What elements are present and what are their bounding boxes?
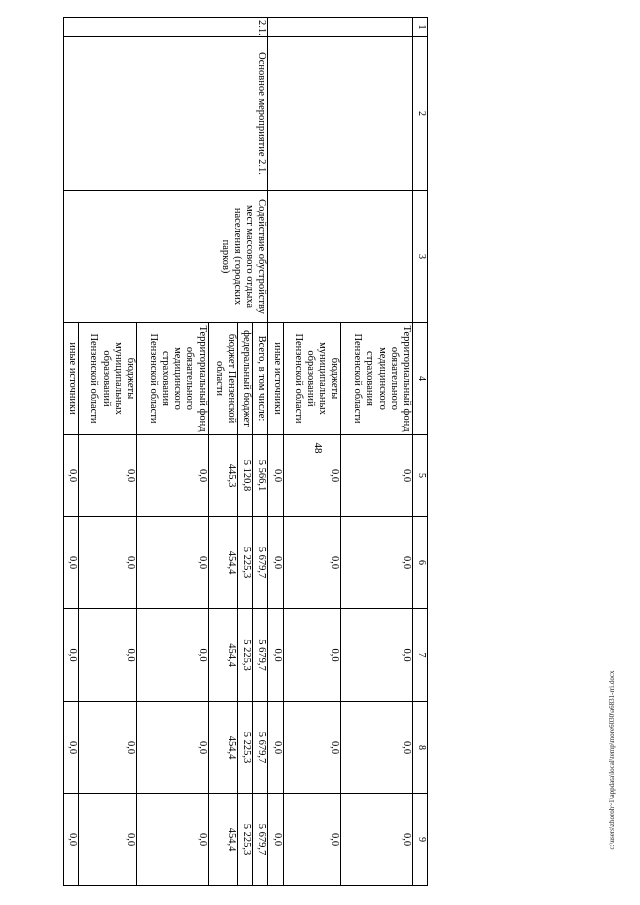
value-cell: 445,3 (208, 435, 237, 517)
funding-source: Территориальный фонд обязательного медицинского страхования Пензенской области (341, 323, 413, 435)
header-cell: 3 (412, 191, 427, 323)
value-cell: 0,0 (283, 435, 341, 517)
header-cell: 7 (412, 609, 427, 702)
header-cell: 1 (412, 18, 427, 37)
table-row (341, 18, 413, 886)
value-cell: 5 679,7 (253, 609, 268, 702)
header-cell: 5 (412, 435, 427, 517)
budget-table-sheet (63, 17, 428, 885)
value-cell: 0,0 (341, 517, 413, 609)
value-cell: 5 225,3 (237, 702, 252, 794)
value-cell: 5 225,3 (237, 517, 252, 609)
value-cell: 5 225,3 (237, 609, 252, 702)
blank-cell-2 (268, 37, 413, 191)
header-cell: 9 (412, 794, 427, 886)
value-cell: 0,0 (268, 794, 283, 886)
header-cell: 4 (412, 323, 427, 435)
value-cell: 5 679,7 (253, 794, 268, 886)
value-cell: 0,0 (79, 702, 137, 794)
blank-cell-1 (268, 18, 413, 37)
blank-cell-3 (268, 191, 413, 323)
value-cell: 0,0 (268, 609, 283, 702)
value-cell: 0,0 (79, 609, 137, 702)
value-cell: 5 679,7 (253, 517, 268, 609)
value-cell: 0,0 (283, 517, 341, 609)
value-cell: 0,0 (136, 702, 208, 794)
row-number: 2.1. (64, 18, 268, 37)
funding-source: бюджет Пензенской области (208, 323, 237, 435)
value-cell: 454,4 (208, 794, 237, 886)
value-cell: 0,0 (268, 517, 283, 609)
funding-source: федеральный бюджет (237, 323, 252, 435)
activity-name: Содействие обустройству мест массового отдыха населения (городских парков) (64, 191, 268, 323)
value-cell: 0,0 (79, 517, 137, 609)
funding-source: бюджеты муниципальных образований Пензенской области (283, 323, 341, 435)
value-cell: 0,0 (283, 794, 341, 886)
value-cell: 0,0 (64, 609, 79, 702)
value-cell: 0,0 (341, 794, 413, 886)
funding-source: бюджеты муниципальных образований Пензенской области (79, 323, 137, 435)
value-cell: 454,4 (208, 609, 237, 702)
value-cell: 0,0 (283, 702, 341, 794)
value-cell: 0,0 (79, 435, 137, 517)
value-cell: 0,0 (64, 794, 79, 886)
value-cell: 0,0 (341, 609, 413, 702)
value-cell: 0,0 (136, 517, 208, 609)
value-cell: 0,0 (64, 517, 79, 609)
value-cell: 0,0 (136, 794, 208, 886)
value-cell: 0,0 (268, 435, 283, 517)
value-cell: 0,0 (64, 435, 79, 517)
header-row (412, 18, 427, 886)
table-row (253, 18, 268, 886)
activity-type: Основное мероприятие 2.1. (64, 37, 268, 191)
value-cell: 454,4 (208, 702, 237, 794)
value-cell: 454,4 (208, 517, 237, 609)
value-cell: 0,0 (341, 435, 413, 517)
table-rotation-frame (63, 17, 428, 885)
value-cell: 0,0 (79, 794, 137, 886)
value-cell: 5 225,3 (237, 794, 252, 886)
value-cell: 0,0 (136, 609, 208, 702)
funding-source: Всего, в том числе: (253, 323, 268, 435)
value-cell: 0,0 (64, 702, 79, 794)
page-number: 48 (312, 442, 324, 454)
value-cell: 0,0 (283, 609, 341, 702)
funding-source: Территориальный фонд обязательного медицинского страхования Пензенской области (136, 323, 208, 435)
header-cell: 8 (412, 702, 427, 794)
value-cell: 5 679,7 (253, 702, 268, 794)
table-body (64, 18, 428, 886)
header-cell: 2 (412, 37, 427, 191)
funding-source: иные источники (64, 323, 79, 435)
funding-source: иные источники (268, 323, 283, 435)
budget-table (63, 17, 428, 886)
value-cell: 0,0 (136, 435, 208, 517)
file-path-footer: c:\users\zhoroh~1\appdata\local\temp\more6030\a6831-rri.docx (608, 670, 616, 850)
value-cell: 0,0 (341, 702, 413, 794)
value-cell: 5 566,1 (253, 435, 268, 517)
value-cell: 0,0 (268, 702, 283, 794)
value-cell: 5 120,8 (237, 435, 252, 517)
header-cell: 6 (412, 517, 427, 609)
